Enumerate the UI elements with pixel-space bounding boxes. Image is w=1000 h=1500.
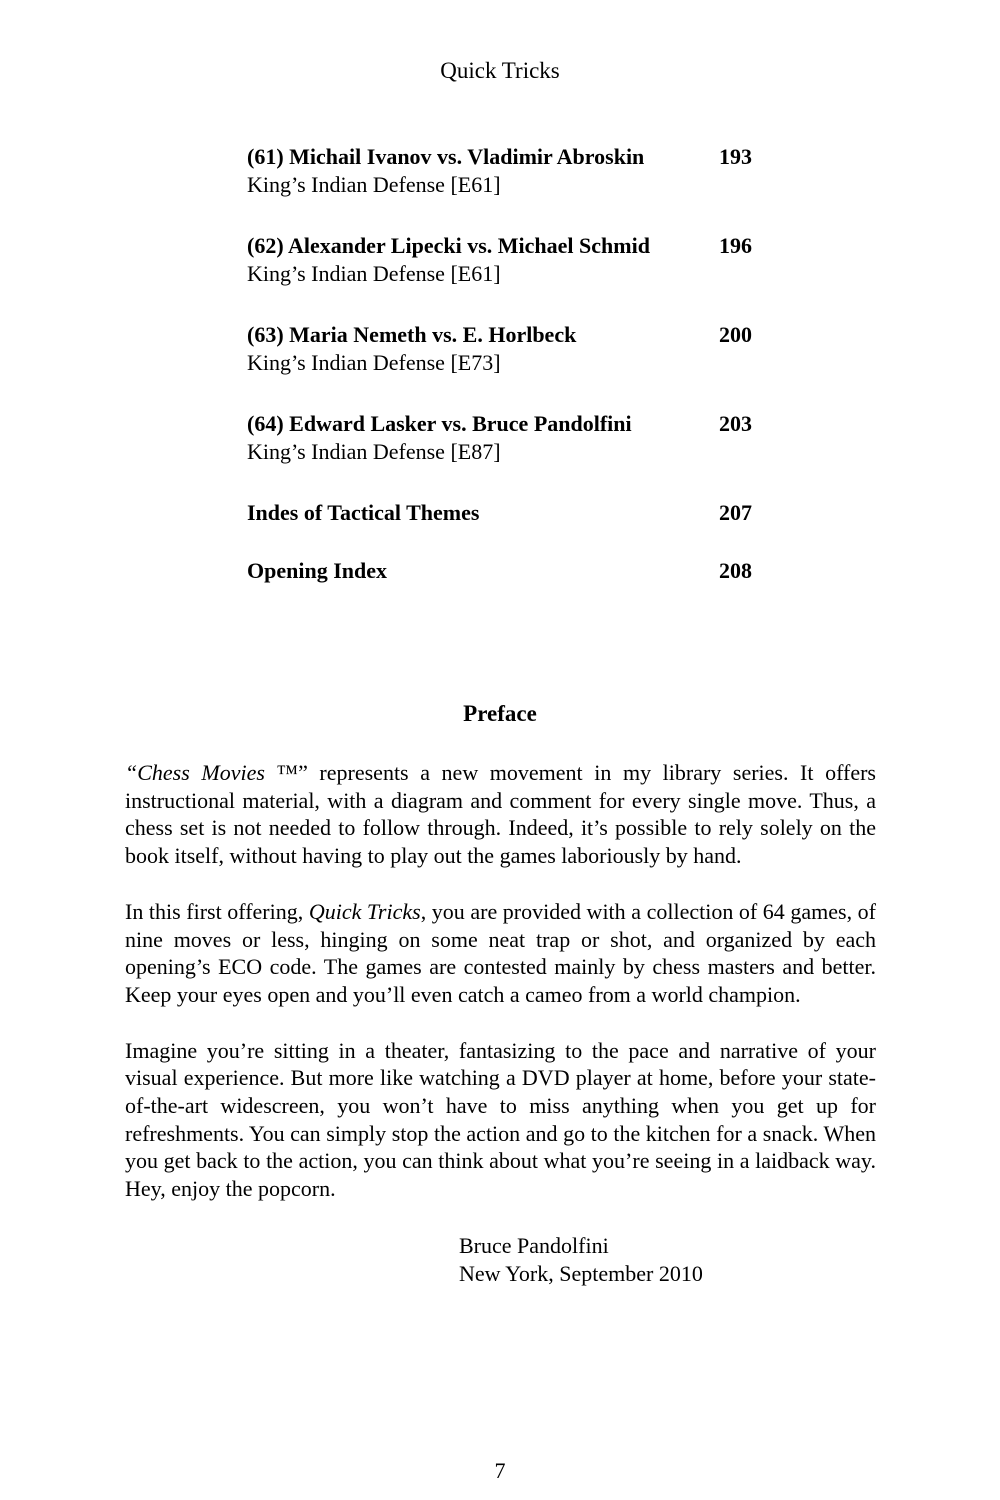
table-of-contents — [247, 143, 752, 615]
running-header: Quick Tricks — [440, 58, 560, 83]
toc-entry-page: 208 — [719, 558, 752, 583]
toc-entry-opening: King’s Indian Defense [E87] — [247, 439, 501, 464]
toc-entry-page: 196 — [719, 233, 752, 258]
toc-entry-title: (64) Edward Lasker vs. Bruce Pandolfini — [247, 411, 632, 436]
paragraph-text: In this first offering, — [125, 898, 309, 924]
preface-paragraph — [125, 898, 876, 1009]
toc-entry-title: (61) Michail Ivanov vs. Vladimir Abroskin — [247, 144, 645, 169]
preface-body — [125, 759, 876, 1231]
author-name: Bruce Pandolfini — [459, 1233, 609, 1258]
toc-entry[interactable] — [247, 232, 752, 288]
toc-entry-page: 203 — [719, 411, 752, 436]
toc-entry-title: Opening Index — [247, 558, 387, 583]
toc-entry-opening: King’s Indian Defense [E73] — [247, 350, 501, 375]
trademark-mark: ™” — [264, 760, 308, 785]
toc-entry[interactable] — [247, 557, 752, 585]
signature-block — [459, 1232, 703, 1288]
paragraph-text: , you are provided with a collection of 64 games, of nine moves or less, hinging on some neat trap or shot, and organized by each opening’s ECO code. The games are contested mainly by chess masters and better. Keep your eyes open and you’ll even catch a cameo from a world champion. — [125, 898, 876, 1007]
toc-entry-opening: King’s Indian Defense [E61] — [247, 172, 501, 197]
preface-heading: Preface — [463, 701, 537, 726]
toc-entry[interactable] — [247, 321, 752, 377]
preface-paragraph — [125, 759, 876, 870]
page-number: 7 — [494, 1458, 506, 1483]
toc-entry-title: (62) Alexander Lipecki vs. Michael Schmid — [247, 233, 650, 258]
toc-entry-title: (63) Maria Nemeth vs. E. Horlbeck — [247, 322, 577, 347]
italic-title: “Chess Movies — [125, 760, 265, 785]
toc-entry-title: Indes of Tactical Themes — [247, 500, 480, 525]
toc-entry[interactable] — [247, 410, 752, 466]
toc-entry-page: 200 — [719, 322, 752, 347]
toc-entry[interactable] — [247, 499, 752, 527]
place-date: New York, September 2010 — [459, 1261, 703, 1286]
toc-entry-opening: King’s Indian Defense [E61] — [247, 261, 501, 286]
paragraph-text: represents a new movement in my library series. It offers instructional material, with a diagram and comment for every single move. Thus, a chess set is not needed to follow through. Indeed, it’s possible to rely solely on the book itself, without having to play out the games laboriously by hand. — [125, 760, 876, 869]
italic-title: Quick Tricks — [308, 898, 421, 924]
toc-entry-page: 193 — [719, 144, 752, 169]
preface-paragraph: Imagine you’re sitting in a theater, fantasizing to the pace and narrative of your visual experience. But more like watching a DVD player at home, before your state-of-the-art widescreen, you won’t have to miss anything when you get up for refreshments. You can simply stop the action and go to the kitchen for a snack. When you get back to the action, you can think about what you’re seeing in a laidback way. Hey, enjoy the popcorn. — [125, 1037, 876, 1202]
toc-entry[interactable] — [247, 143, 752, 199]
toc-entry-page: 207 — [719, 500, 752, 525]
